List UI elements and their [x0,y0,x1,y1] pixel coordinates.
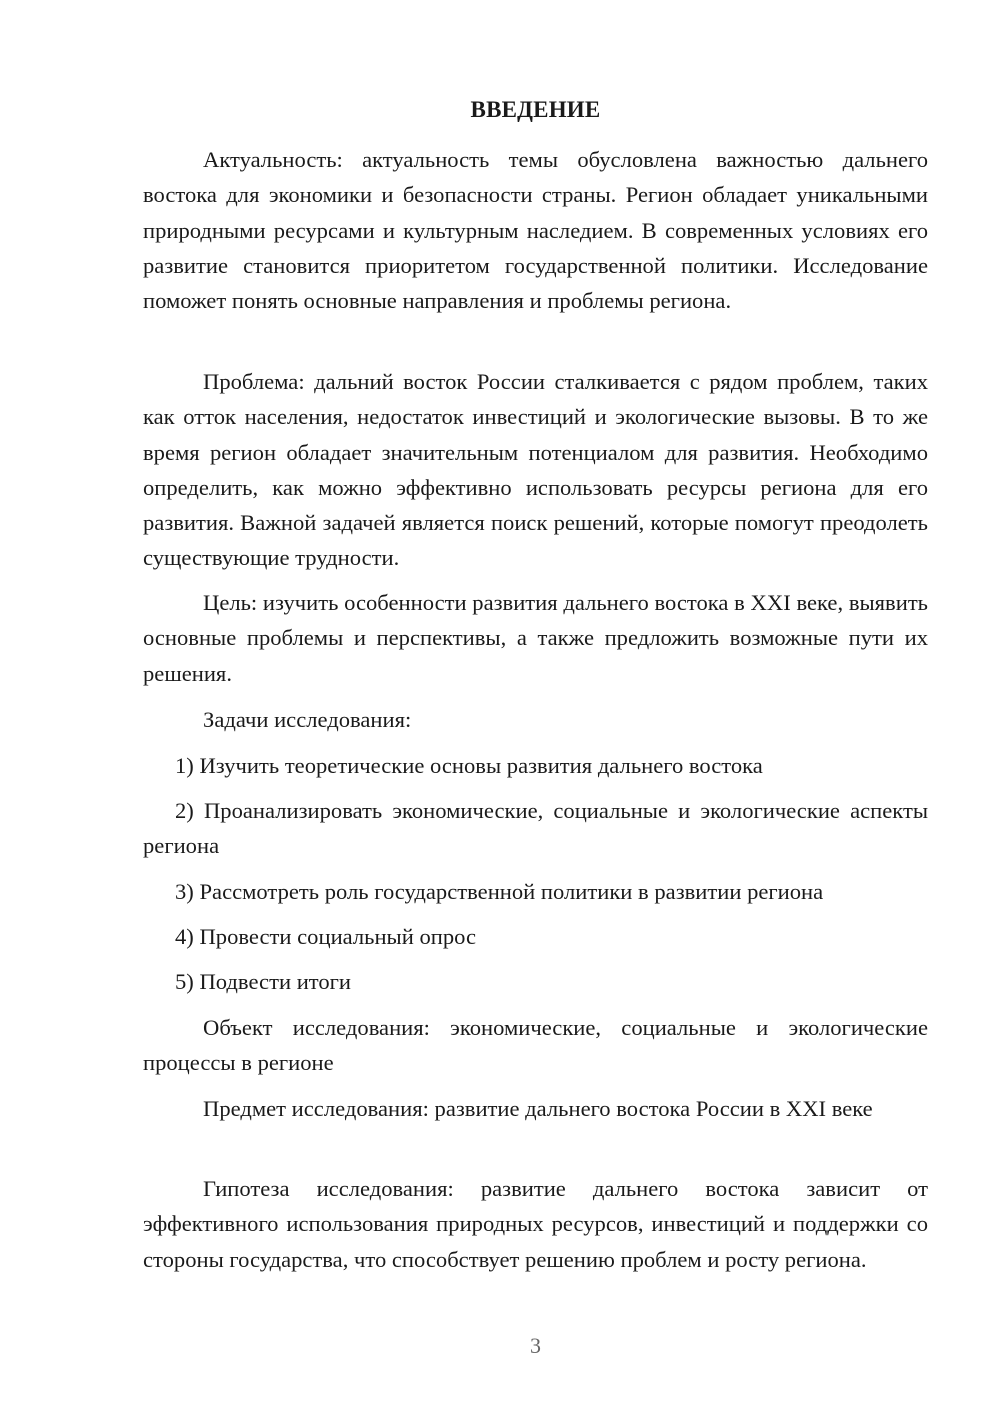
subject-paragraph: Предмет исследования: развитие дальнего востока России в XXI веке [203,1096,873,1121]
page-title: ВВЕДЕНИЕ [470,97,601,122]
problem-paragraph: Проблема: дальний восток России сталкивается с рядом проблем, таких как отток населения, недостаток инвестиций и экологические вызовы. В то же время регион обладает значительным потенциалом для развития. Необходимо определить, как можно эффективно использовать ресурсы региона для его развития. Важной задачей является поиск решений, которые помогут преодолеть существующие трудности. [143,369,928,571]
page-number: 3 [530,1333,541,1358]
tasks-heading: Задачи исследования: [203,707,412,732]
task-item: 5) Подвести итоги [175,969,352,994]
relevance-paragraph: Актуальность: актуальность темы обусловлена важностью дальнего востока для экономики и безопасности страны. Регион обладает уникальными природными ресурсами и культурным наследием. В современных условиях его развитие становится приоритетом государственной политики. Исследование поможет понять основные направления и проблемы региона. [143,147,928,314]
task-item: 2) Проанализировать экономические, социальные и экологические аспекты региона [143,798,928,859]
task-item: 3) Рассмотреть роль государственной политики в развитии региона [175,879,824,904]
goal-paragraph: Цель: изучить особенности развития дальнего востока в XXI веке, выявить основные проблемы и перспективы, а также предложить возможные пути их решения. [143,590,928,686]
task-item: 1) Изучить теоретические основы развития дальнего востока [175,753,763,778]
task-item: 4) Провести социальный опрос [175,924,477,949]
hypothesis-paragraph: Гипотеза исследования: развитие дальнего востока зависит от эффективного использования природных ресурсов, инвестиций и поддержки со стороны государства, что способствует решению проблем и росту региона. [143,1176,928,1272]
object-paragraph: Объект исследования: экономические, социальные и экологические процессы в регионе [143,1015,928,1076]
